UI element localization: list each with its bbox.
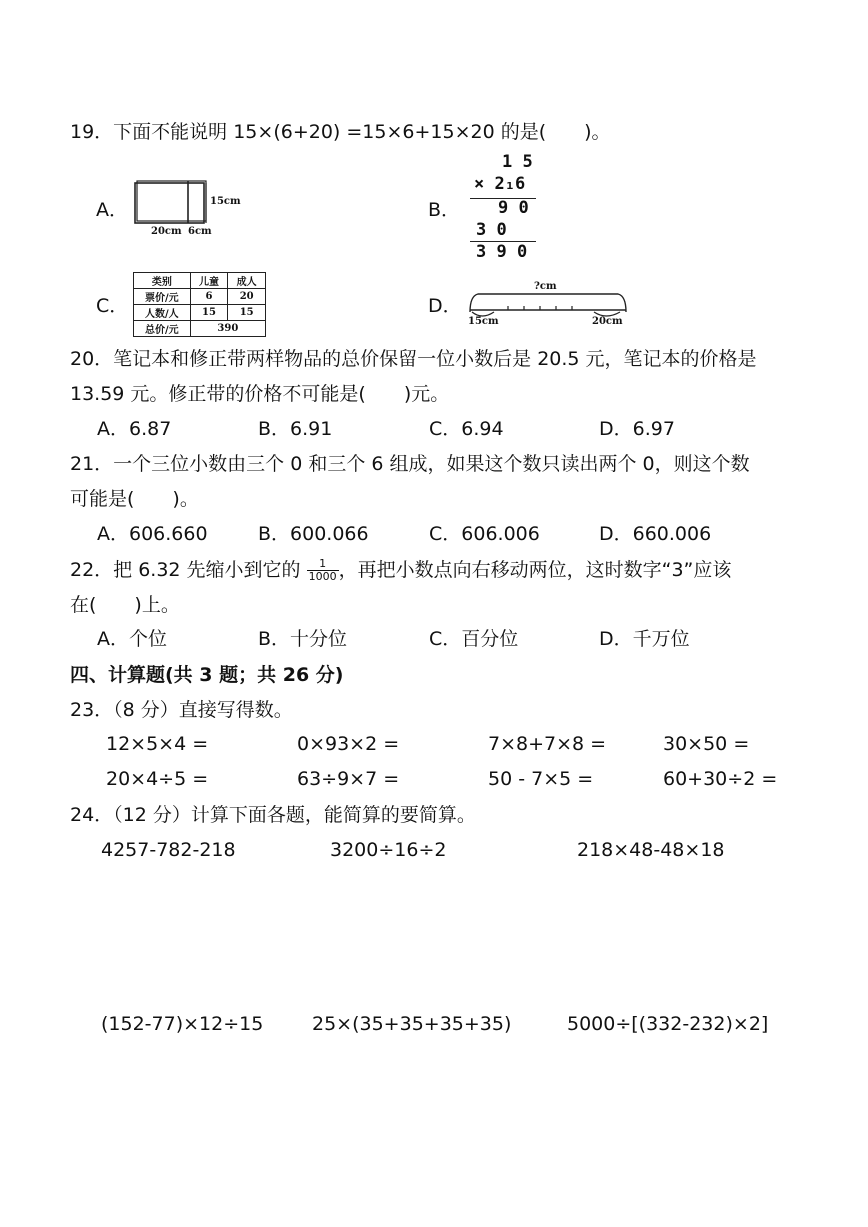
q23-expression: 20×4÷5 =: [106, 768, 209, 790]
q22-fraction-denominator: 1000: [308, 570, 337, 583]
q20-option-b: B．6.91: [258, 418, 333, 440]
q22-option-b: B．十分位: [258, 628, 348, 650]
q21-option-c: C．606.006: [429, 523, 540, 545]
q24-expression: 25×(35+35+35+35): [312, 1013, 512, 1035]
section-heading: 四、计算题(共 3 题；共 26 分): [70, 664, 344, 686]
q19-figure-b-row5: 3 9 0: [476, 242, 528, 262]
q19-figure-c-cell: 15: [190, 305, 228, 321]
q22-option-d: D．千万位: [599, 628, 690, 650]
q24-expression: 5000÷[(332-232)×2]: [567, 1013, 769, 1035]
q21-line2: 可能是( )。: [70, 488, 199, 510]
q22-option-a: A．个位: [97, 628, 167, 650]
q19-option-a-label: A．: [96, 199, 128, 221]
q24-stem: 24．（12 分）计算下面各题，能简算的要简算。: [70, 804, 476, 826]
q19-option-c-label: C．: [96, 295, 129, 317]
q19-figure-a-side-label: 15cm: [210, 196, 241, 207]
q19-figure-b-row1: 1 5: [502, 152, 533, 172]
q23-expression: 12×5×4 =: [106, 733, 209, 755]
q19-figure-b-row3: 9 0: [498, 198, 529, 218]
q20-line2: 13.59 元。修正带的价格不可能是( )元。: [70, 383, 450, 405]
q19-figure-c-row-label: 总价/元: [134, 321, 191, 337]
q19-figure-b-row4: 3 0: [476, 220, 507, 240]
q19-figure-a-width2-label: 6cm: [188, 226, 212, 237]
q19-figure-c-cell: 20: [228, 289, 266, 305]
q22-text-post: ，再把小数点向右移动两位，这时数字“3”应该: [338, 559, 732, 581]
q22-text-pre: 22．把 6.32 先缩小到它的: [70, 559, 301, 581]
q19-figure-c-row-label: 票价/元: [134, 289, 191, 305]
q19-figure-c-cell: 15: [228, 305, 266, 321]
q20-option-d: D．6.97: [599, 418, 675, 440]
q22-line2: 在( )上。: [70, 594, 180, 616]
q19-figure-c-header-cell: 类别: [134, 273, 191, 289]
q19-figure-d-segment: [468, 282, 630, 328]
q23-expression: 7×8+7×8 =: [488, 733, 607, 755]
q24-expression: 3200÷16÷2: [330, 839, 447, 861]
q20-option-a: A．6.87: [97, 418, 172, 440]
q23-expression: 50 - 7×5 =: [488, 768, 594, 790]
q19-stem: 19．下面不能说明 15×(6+20) =15×6+15×20 的是( )。: [70, 121, 611, 143]
q19-figure-c-row-label: 人数/人: [134, 305, 191, 321]
q23-expression: 30×50 =: [663, 733, 750, 755]
q19-figure-c-cell: 390: [190, 321, 265, 337]
q19-figure-c-cell: 6: [190, 289, 228, 305]
q19-figure-b-vertical-multiplication: [468, 152, 548, 264]
q23-expression: 0×93×2 =: [297, 733, 400, 755]
q19-figure-c-table: [133, 272, 266, 337]
q22-line1: [70, 556, 731, 584]
q22-fraction: [307, 558, 339, 583]
q21-option-d: D．660.006: [599, 523, 712, 545]
q24-expression: 218×48-48×18: [577, 839, 725, 861]
q23-expression: 63÷9×7 =: [297, 768, 400, 790]
q20-line1: 20．笔记本和修正带两样物品的总价保留一位小数后是 20.5 元，笔记本的价格是: [70, 348, 757, 370]
q19-figure-d-top-label: ?cm: [534, 281, 557, 292]
q19-figure-c-header-cell: 成人: [228, 273, 266, 289]
q19-figure-d-right-label: 20cm: [592, 316, 623, 327]
q24-expression: 4257-782-218: [101, 839, 236, 861]
q19-figure-a-width1-label: 20cm: [151, 226, 182, 237]
q22-fraction-numerator: 1: [307, 558, 339, 571]
q23-expression: 60+30÷2 =: [663, 768, 778, 790]
q21-option-a: A．606.660: [97, 523, 208, 545]
q21-line1: 21．一个三位小数由三个 0 和三个 6 组成，如果这个数只读出两个 0，则这个数: [70, 453, 750, 475]
q19-figure-a-rectangle: [134, 180, 241, 237]
q20-option-c: C．6.94: [429, 418, 504, 440]
q19-option-b-label: B．: [428, 199, 461, 221]
q19-figure-c-header-cell: 儿童: [190, 273, 228, 289]
q19-figure-d-left-label: 15cm: [468, 316, 499, 327]
q23-stem: 23．（8 分）直接写得数。: [70, 699, 293, 721]
q24-expression: (152-77)×12÷15: [101, 1013, 264, 1035]
q22-option-c: C．百分位: [429, 628, 519, 650]
q21-option-b: B．600.066: [258, 523, 369, 545]
q19-option-d-label: D．: [428, 295, 462, 317]
q19-figure-b-row2: × 2₁6: [474, 174, 526, 194]
